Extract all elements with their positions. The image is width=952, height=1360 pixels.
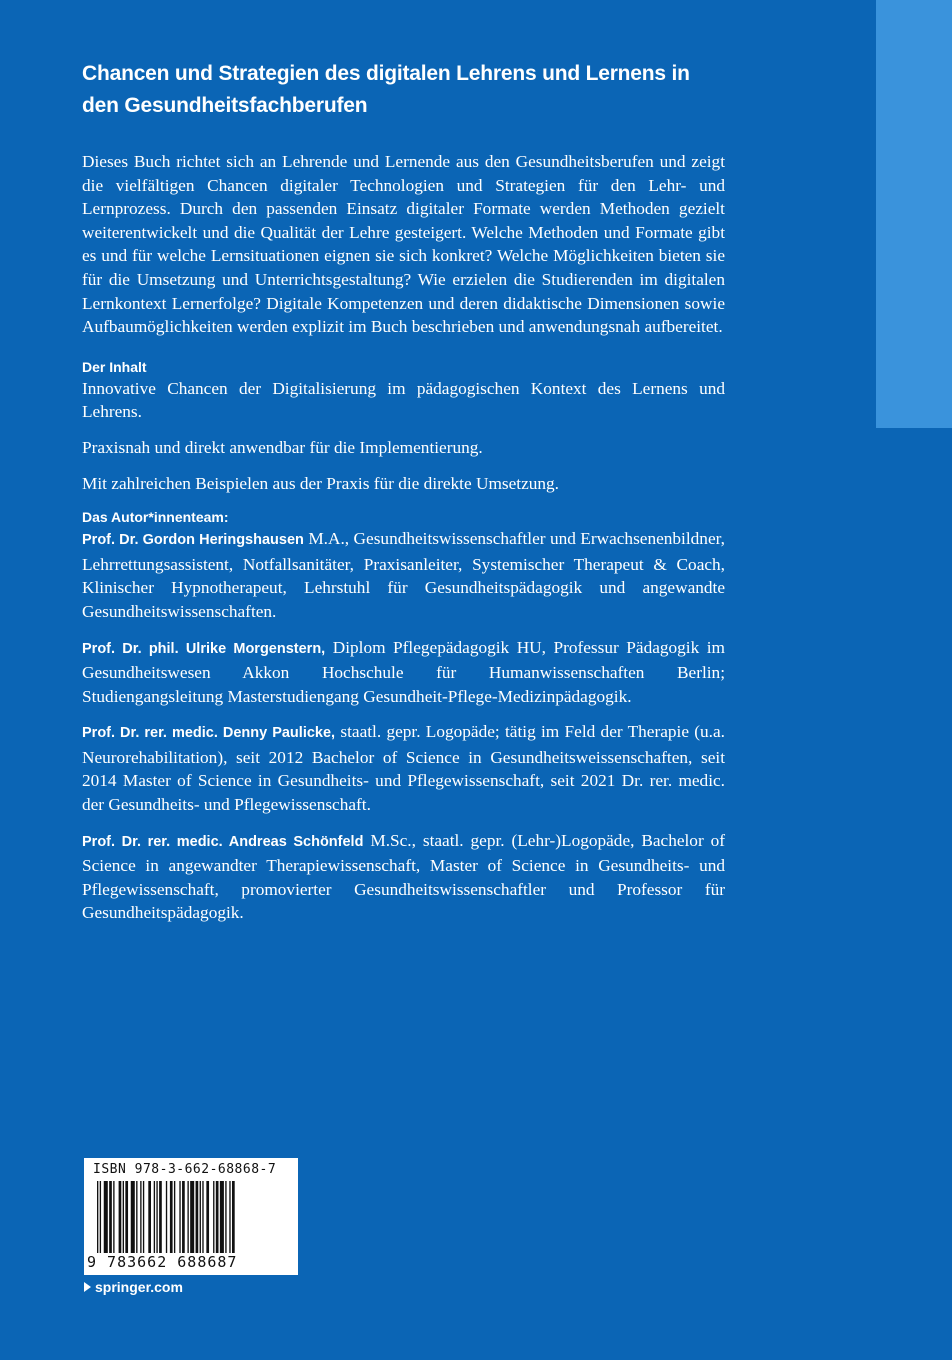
barcode-bar [170,1181,173,1253]
barcode-bar [190,1181,194,1253]
isbn-digits: 9 783662 688687 [87,1253,238,1271]
barcode-bar [196,1181,199,1253]
barcode-bar [213,1181,214,1253]
book-description: Dieses Buch richtet sich an Lehrende und Lernende aus den Gesundheitsberufen und zeigt die vielfältigen Chancen digitaler Technologien und Strategien für den Lehr- und Lernprozess. Durch den passenden Einsatz digitaler Formate werden Methoden gezielt weiterentwickelt und die Qualität der Lehre gesteigert. Welche Methoden und Formate gibt es und für welche Lernsituationen eignen sie sich konkret? Welche Möglichkeiten bieten sie für die Umsetzung und Unterrichtsgestaltung? Wie erzielen die Studierenden im digitalen Lernkontext Lernerfolge? Digitale Kompetenzen und deren didaktische Dimensionen sowie Aufbaumöglichkeiten werden explizit im Buch beschrieben und anwendungsnah aufbereitet. [82,152,725,337]
barcode-bar [232,1181,235,1253]
publisher-link[interactable] [84,1279,183,1295]
author-bio: Diplom Pflegepädagogik HU, Professur Pädagogik im Gesundheitswesen Akkon Hochschule für Humanwissenschaften Berlin; Studiengangsleitung Masterstudiengang Gesundheit-Pflege-Medizinpädagogik. [82,637,725,706]
author-bio: M.Sc., staatl. gepr. (Lehr-)Logopäde, Bachelor of Science in angewandter Therapiewissenschaft, Master of Science in Gesundheits- und Pflegewissenschaft, promovierter Gesundheitswissenschaftler und Professor für Gesundheitspädagogik. [82,830,725,923]
barcode-bar [123,1181,124,1253]
barcode-bar [140,1181,141,1253]
barcode-bars [97,1181,287,1253]
author-name: Prof. Dr. rer. medic. Andreas Schönfeld [82,833,364,850]
barcode-bar [119,1181,122,1253]
barcode-bar [136,1181,137,1253]
barcode-bar [109,1181,112,1253]
author-entry [82,527,725,623]
isbn-barcode [84,1158,298,1275]
barcode-bar [225,1181,226,1253]
barcode-bar [100,1181,101,1253]
authors-heading: Das Autor*innenteam: [82,509,229,526]
barcode-bar [131,1181,135,1253]
barcode-bar [154,1181,155,1253]
author-entry [82,720,725,816]
author-bio: M.A., Gesundheitswissenschaftler und Erwachsenenbildner, Lehrrettungsassistent, Notfallsanitäter, Praxisanleiter, Systemischer Therapeut & Coach, Klinischer Hypnotherapeut, Lehrstuhl für Gesundheitspädagogik und angewandte Gesundheitswissenschaften. [82,529,725,621]
side-accent-panel [876,0,952,428]
contents-item: Mit zahlreichen Beispielen aus der Praxis für die direkte Umsetzung. [82,473,560,493]
barcode-bar [206,1181,209,1253]
contents-item: Praxisnah und direkt anwendbar für die Implementierung. [82,437,483,457]
barcode-bar [143,1181,144,1253]
author-name: Prof. Dr. Gordon Heringshausen [82,532,304,549]
back-cover-text [82,58,725,937]
barcode-bar [97,1181,98,1253]
barcode-bar [166,1181,167,1253]
barcode-bar [159,1181,162,1253]
arrow-right-icon [84,1282,91,1292]
barcode-bar [187,1181,188,1253]
barcode-bar [156,1181,157,1253]
barcode-bar [125,1181,128,1253]
barcode-bar [104,1181,108,1253]
author-name: Prof. Dr. phil. Ulrike Morgenstern, [82,640,326,657]
author-entry [82,636,725,709]
barcode-bar [216,1181,219,1253]
barcode-bar [179,1181,180,1253]
author-bio: staatl. gepr. Logopäde; tätig im Feld der Therapie (u.a. Neurorehabilitation), seit 2012 Bachelor of Science in Gesundheitsweissenschaften, seit 2014 Master of Science in Gesundheits- und Pflegewissenschaft, seit 2021 Dr. rer. medic. der Gesundheits- und Pflegewissenschaft. [82,722,725,815]
contents-item: Innovative Chancen der Digitalisierung im pädagogischen Kontext des Lernens und Lehrens. [82,378,725,422]
barcode-bar [113,1181,114,1253]
barcode-bar [229,1181,230,1253]
barcode-bar [220,1181,224,1253]
author-name: Prof. Dr. rer. medic. Denny Paulicke, [82,725,336,742]
publisher-site: springer.com [95,1279,183,1295]
barcode-bar [148,1181,151,1253]
barcode-bar [182,1181,185,1253]
contents-heading: Der Inhalt [82,358,147,375]
isbn-label: ISBN 978-3-662-68868-7 [93,1162,277,1177]
author-entry [82,829,725,925]
barcode-bar [200,1181,201,1253]
barcode-bar [202,1181,203,1253]
book-title: Chancen und Strategien des digitalen Lehrens und Lernens in den Gesundheitsfachberufen [82,62,690,117]
barcode-bar [174,1181,175,1253]
